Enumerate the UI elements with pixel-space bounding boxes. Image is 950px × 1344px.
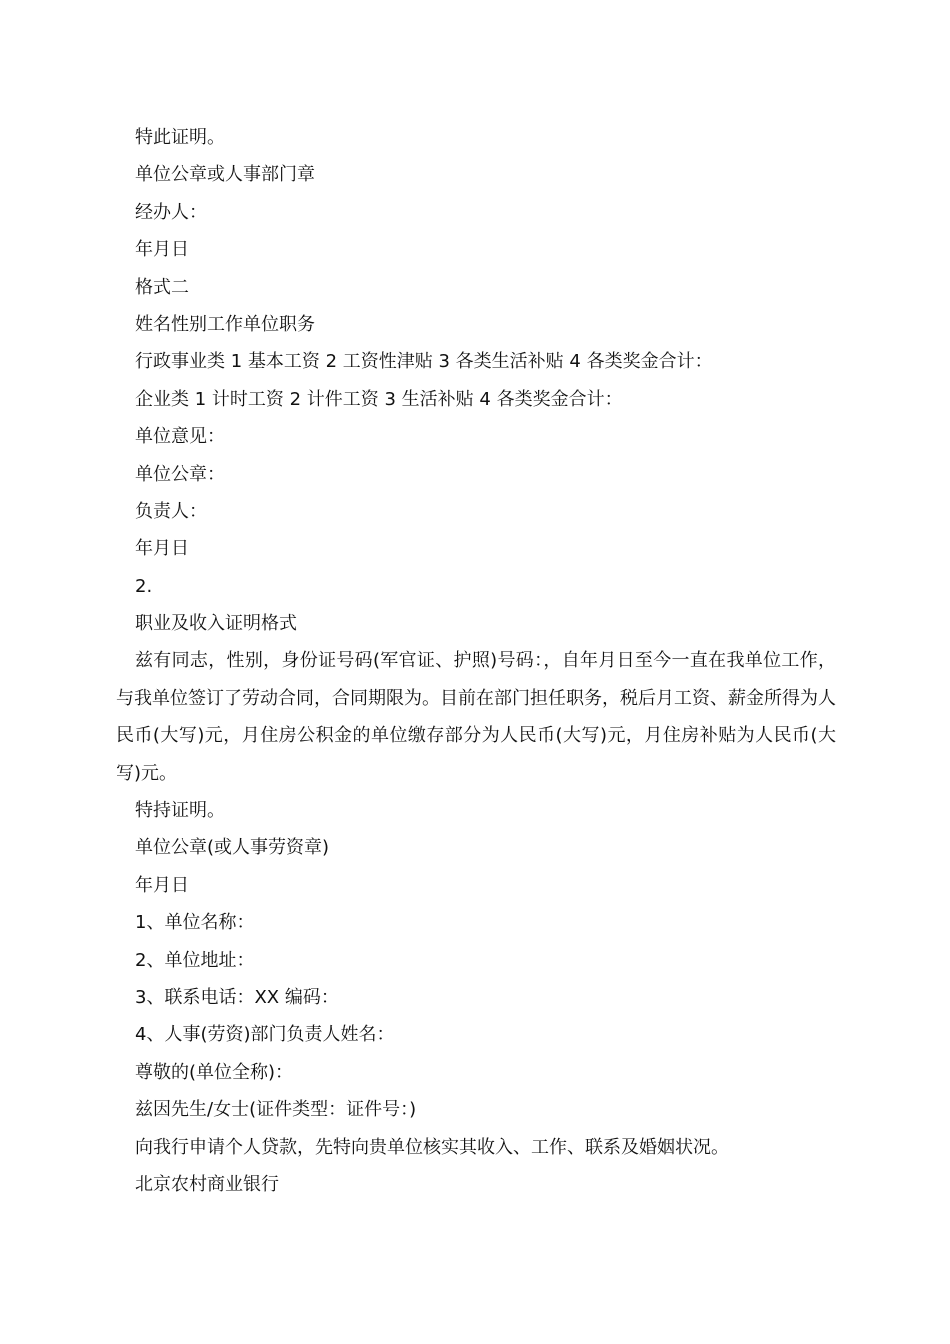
text-line: 年月日 xyxy=(135,874,189,896)
bank-name: 北京农村商业银行 xyxy=(135,1174,279,1195)
text-line: 单位公章或人事部门章 xyxy=(135,164,315,186)
section-number: 2. xyxy=(135,575,153,597)
text-line: 尊敬的(单位全称)： xyxy=(135,1061,294,1083)
section-heading: 职业及收入证明格式 xyxy=(135,613,297,635)
text-line: 兹因先生/女士(证件类型：证件号：) xyxy=(135,1099,417,1121)
text-line: 特持证明。 xyxy=(135,800,225,822)
text-line: 经办人： xyxy=(135,201,207,223)
text-line: 年月日 xyxy=(135,538,189,560)
text-line: 单位公章： xyxy=(135,463,225,485)
text-line: 企业类 1 计时工资 2 计件工资 3 生活补贴 4 各类奖金合计： xyxy=(135,388,623,410)
text-line: 单位公章(或人事劳资章) xyxy=(135,837,330,859)
list-item: 3、联系电话：XX 编码： xyxy=(135,987,339,1009)
text-line: 姓名性别工作单位职务 xyxy=(135,313,315,335)
list-item: 4、人事(劳资)部门负责人姓名： xyxy=(135,1024,395,1046)
list-item: 1、单位名称： xyxy=(135,912,255,934)
list-item: 2、单位地址： xyxy=(135,949,255,971)
document-body xyxy=(116,119,836,1203)
text-line: 特此证明。 xyxy=(135,127,225,148)
text-line: 单位意见： xyxy=(135,426,225,448)
text-line: 负责人： xyxy=(135,500,207,522)
certificate-paragraph: 兹有同志，性别，身份证号码(军官证、护照)号码：，自年月日至今一直在我单位工作，与我单位签订了劳动合同，合同期限为。目前在部门担任职务，税后月工资、薪金所得为人民币(大写)元，月住房公积金的单位缴存部分为人民币(大写)元，月住房补贴为人民币(大写)元。 xyxy=(116,650,836,784)
text-line: 行政事业类 1 基本工资 2 工资性津贴 3 各类生活补贴 4 各类奖金合计： xyxy=(135,351,713,373)
text-line: 年月日 xyxy=(135,239,189,261)
text-line: 向我行申请个人贷款，先特向贵单位核实其收入、工作、联系及婚姻状况。 xyxy=(135,1136,729,1158)
section-heading: 格式二 xyxy=(135,276,189,298)
